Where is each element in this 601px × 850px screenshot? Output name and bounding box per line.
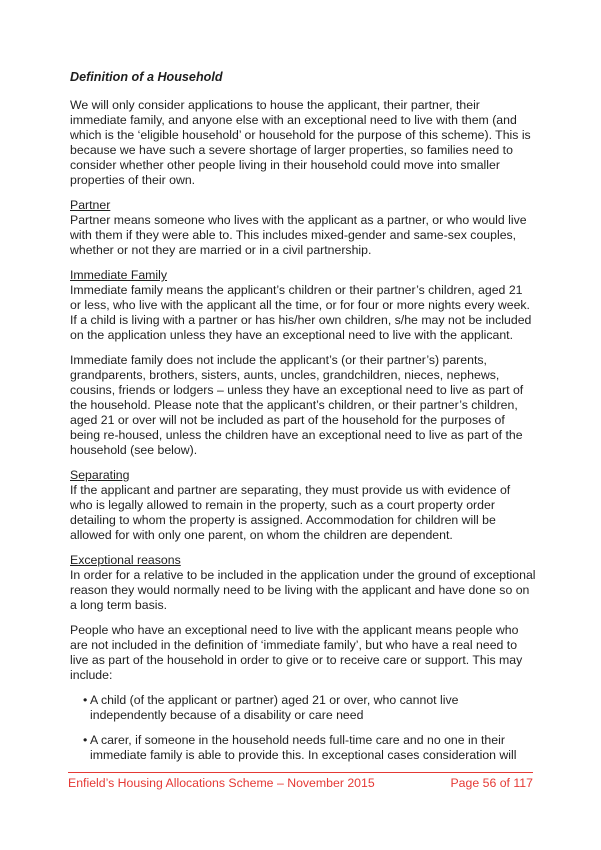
section-immediate-family bbox=[70, 268, 536, 458]
intro-paragraph: We will only consider applications to house the applicant, their partner, their immediate family, and anyone else with an exceptional need to live with them (and which is the ‘eligible household’ or household for the purpose of this scheme). This is because we have such a severe shortage of larger properties, so families need to consider whether other people living in their household could move into smaller properties of their own. bbox=[70, 98, 531, 187]
paragraph: In order for a relative to be included in the application under the ground of exceptional reason they would normally need to be living with the applicant and have done so on a long term basis. bbox=[70, 568, 536, 612]
list-item-text: A carer, if someone in the household needs full-time care and no one in their immediate family is able to provide this. In exceptional cases consideration will bbox=[90, 733, 517, 762]
section-heading-exceptional-reasons: Exceptional reasons bbox=[70, 553, 181, 567]
section-exceptional-reasons bbox=[70, 553, 536, 763]
paragraph: Immediate family does not include the applicant’s (or their partner’s) parents, grandparents, brothers, sisters, aunts, uncles, grandchildren, nieces, nephews, cousins, friends or lodgers – unless they have an exceptional need to live as part of the household. Please note that the applicant’s children, or their partner’s children, aged 21 or over will not be included as part of the household for the purposes of being re-housed, unless the children have an exceptional need to live as part of the household (see below). bbox=[70, 353, 524, 457]
paragraph: If the applicant and partner are separating, they must provide us with evidence of who is legally allowed to remain in the property, such as a court property order detailing to whom the property is assigned. Accommodation for children will be allowed for with only one parent, on whom the children are dependent. bbox=[70, 483, 511, 542]
page-footer bbox=[68, 772, 533, 791]
bullet-icon: • bbox=[83, 733, 88, 747]
footer-page-number: Page 56 of 117 bbox=[450, 776, 533, 790]
paragraph: Partner means someone who lives with the applicant as a partner, or who would live with them if they were able to. This includes mixed-gender and same-sex couples, whether or not they are married or in a civil partnership. bbox=[70, 213, 527, 257]
section-partner bbox=[70, 198, 536, 258]
exceptional-reasons-list bbox=[70, 693, 536, 763]
paragraph: People who have an exceptional need to live with the applicant means people who are not included in the definition of ‘immediate family’, but who have a real need to live as part of the household in order to give or to receive care or support. This may include: bbox=[70, 623, 523, 682]
document-title: Definition of a Household bbox=[70, 70, 223, 84]
paragraph: Immediate family means the applicant’s children or their partner’s children, aged 21 or less, who live with the applicant all the time, or for four or more nights every week. If a child is living with a partner or has his/her own children, s/he may not be included on the application unless they have an exceptional need to live with the applicant. bbox=[70, 283, 532, 342]
footer-document-title: Enfield’s Housing Allocations Scheme – November 2015 bbox=[68, 776, 375, 790]
bullet-icon: • bbox=[83, 693, 88, 707]
list-item-text: A child (of the applicant or partner) aged 21 or over, who cannot live independently because of a disability or care need bbox=[90, 693, 459, 722]
section-heading-separating: Separating bbox=[70, 468, 130, 482]
section-separating bbox=[70, 468, 536, 543]
document-body bbox=[70, 70, 536, 773]
section-heading-partner: Partner bbox=[70, 198, 111, 212]
list-item bbox=[83, 733, 536, 763]
section-heading-immediate-family: Immediate Family bbox=[70, 268, 168, 282]
list-item bbox=[83, 693, 536, 723]
